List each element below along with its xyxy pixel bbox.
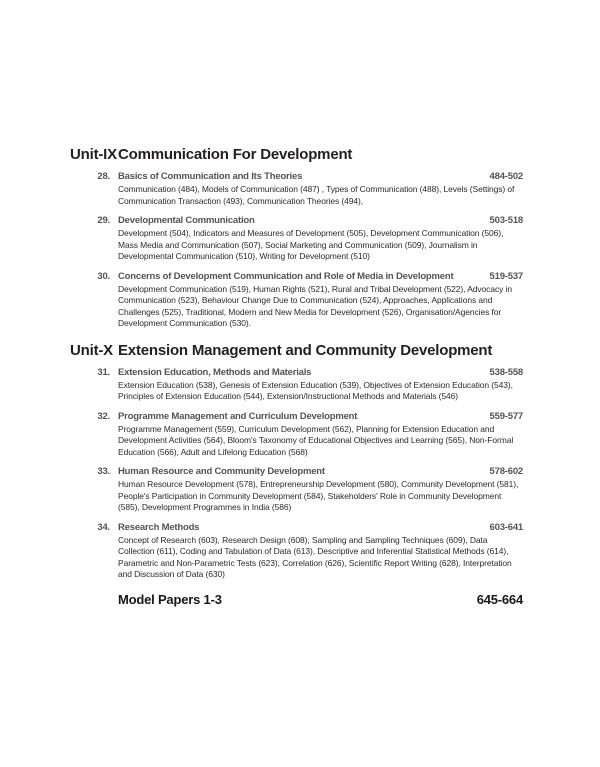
chapter-title: Developmental Communication (118, 215, 255, 226)
unit-chapters (70, 366, 523, 581)
chapter-entry (70, 410, 523, 459)
chapter-description: Development Communication (519), Human Rights (521), Rural and Tribal Development (522), Advocacy in Communication (523), Behaviour Change Due to Communication (524), Approaches, Applications and Challenges (525), Traditional, Modern and New Media for Development (526), Organisation/Agencies for Development Communication (530). (118, 283, 512, 328)
unit-title: Communication For Development (118, 146, 353, 163)
chapter-description: Development (504), Indicators and Measures of Development (505), Development Communication (506), Mass Media and Communication (507), Social Marketing and Communication (509), Journalism in Developmental Communication (510), Writing for Development (510) (118, 228, 504, 261)
chapter-pages: 559-577 (489, 410, 523, 422)
chapter-heading (70, 465, 523, 478)
unit-label: Unit-X (70, 341, 113, 359)
model-papers-title: Model Papers 1-3 (118, 591, 222, 607)
unit-header (70, 343, 523, 359)
chapter-heading (70, 410, 523, 423)
units (70, 147, 523, 581)
chapter-entry (70, 270, 523, 330)
chapter-title: Programme Management and Curriculum Development (118, 410, 358, 422)
unit-label: Unit-IX (70, 146, 117, 163)
unit-header (70, 147, 523, 163)
chapter-heading (70, 521, 523, 534)
chapter-pages: 538-558 (489, 366, 523, 378)
chapter-description: Communication (484), Models of Communication (487) , Types of Communication (488), Levels (Settings) of Communication Transaction (493), Communication Theories (494), (118, 184, 515, 206)
chapter-title: Research Methods (118, 521, 200, 533)
chapter-entry (70, 465, 523, 514)
chapter-title: Concerns of Development Communication and Role of Media in Development (118, 270, 454, 282)
model-papers-pages: 645-664 (476, 591, 523, 607)
chapter-heading (70, 214, 523, 227)
chapter-number: 33. (97, 466, 110, 477)
unit-title: Extension Management and Community Development (118, 341, 493, 359)
chapter-title: Extension Education, Methods and Materials (118, 366, 312, 378)
chapter-number: 32. (97, 410, 110, 422)
chapter-title: Basics of Communication and Its Theories (118, 171, 303, 182)
chapter-pages: 503-518 (489, 215, 523, 226)
chapter-description: Programme Management (559), Curriculum Development (562), Planning for Extension Education and Development Activities (564), Bloom's Taxonomy of Educational Objectives and Learning (565), Non-Formal Education (566), Adult and Lifelong Education (568) (118, 423, 514, 457)
chapter-pages: 519-537 (489, 270, 523, 282)
chapter-heading (70, 366, 523, 379)
chapter-description: Concept of Research (603), Research Design (608), Sampling and Sampling Techniques (609), Data Collection (611), Coding and Tabulation of Data (613), Descriptive and Inferential Statistical Methods (614), Parametric and Non-Parametric Tests (623), Correlation (626), Scientific Report Writing (628), Interpretation and Discussion of Data (630) (118, 534, 512, 579)
chapter-pages: 484-502 (489, 171, 523, 182)
chapter-number: 31. (97, 366, 110, 378)
chapter-number: 30. (97, 270, 110, 282)
chapter-entry (70, 170, 523, 207)
model-papers-row (118, 591, 523, 609)
chapter-number: 28. (97, 171, 110, 182)
chapter-heading (70, 170, 523, 183)
chapter-entry (70, 366, 523, 403)
chapter-description: Human Resource Development (578), Entrepreneurship Development (580), Community Development (581), People's Participation in Community Development (584), Stakeholders' Role in Community Development (585), Development Programmes in India (586) (118, 479, 519, 512)
chapter-pages: 603-641 (489, 521, 523, 533)
chapter-number: 29. (97, 215, 110, 226)
unit-chapters (70, 170, 523, 330)
unit-section (70, 343, 523, 581)
chapter-pages: 578-602 (489, 466, 523, 477)
chapter-number: 34. (97, 521, 110, 533)
unit-section (70, 147, 523, 330)
chapter-description: Extension Education (538), Genesis of Extension Education (539), Objectives of Extension Education (543), Principles of Extension Education (544), Extension/Instructional Methods and Materials (546) (118, 379, 513, 401)
chapter-entry (70, 214, 523, 263)
chapter-title: Human Resource and Community Development (118, 466, 325, 477)
chapter-entry (70, 521, 523, 581)
chapter-heading (70, 270, 523, 283)
